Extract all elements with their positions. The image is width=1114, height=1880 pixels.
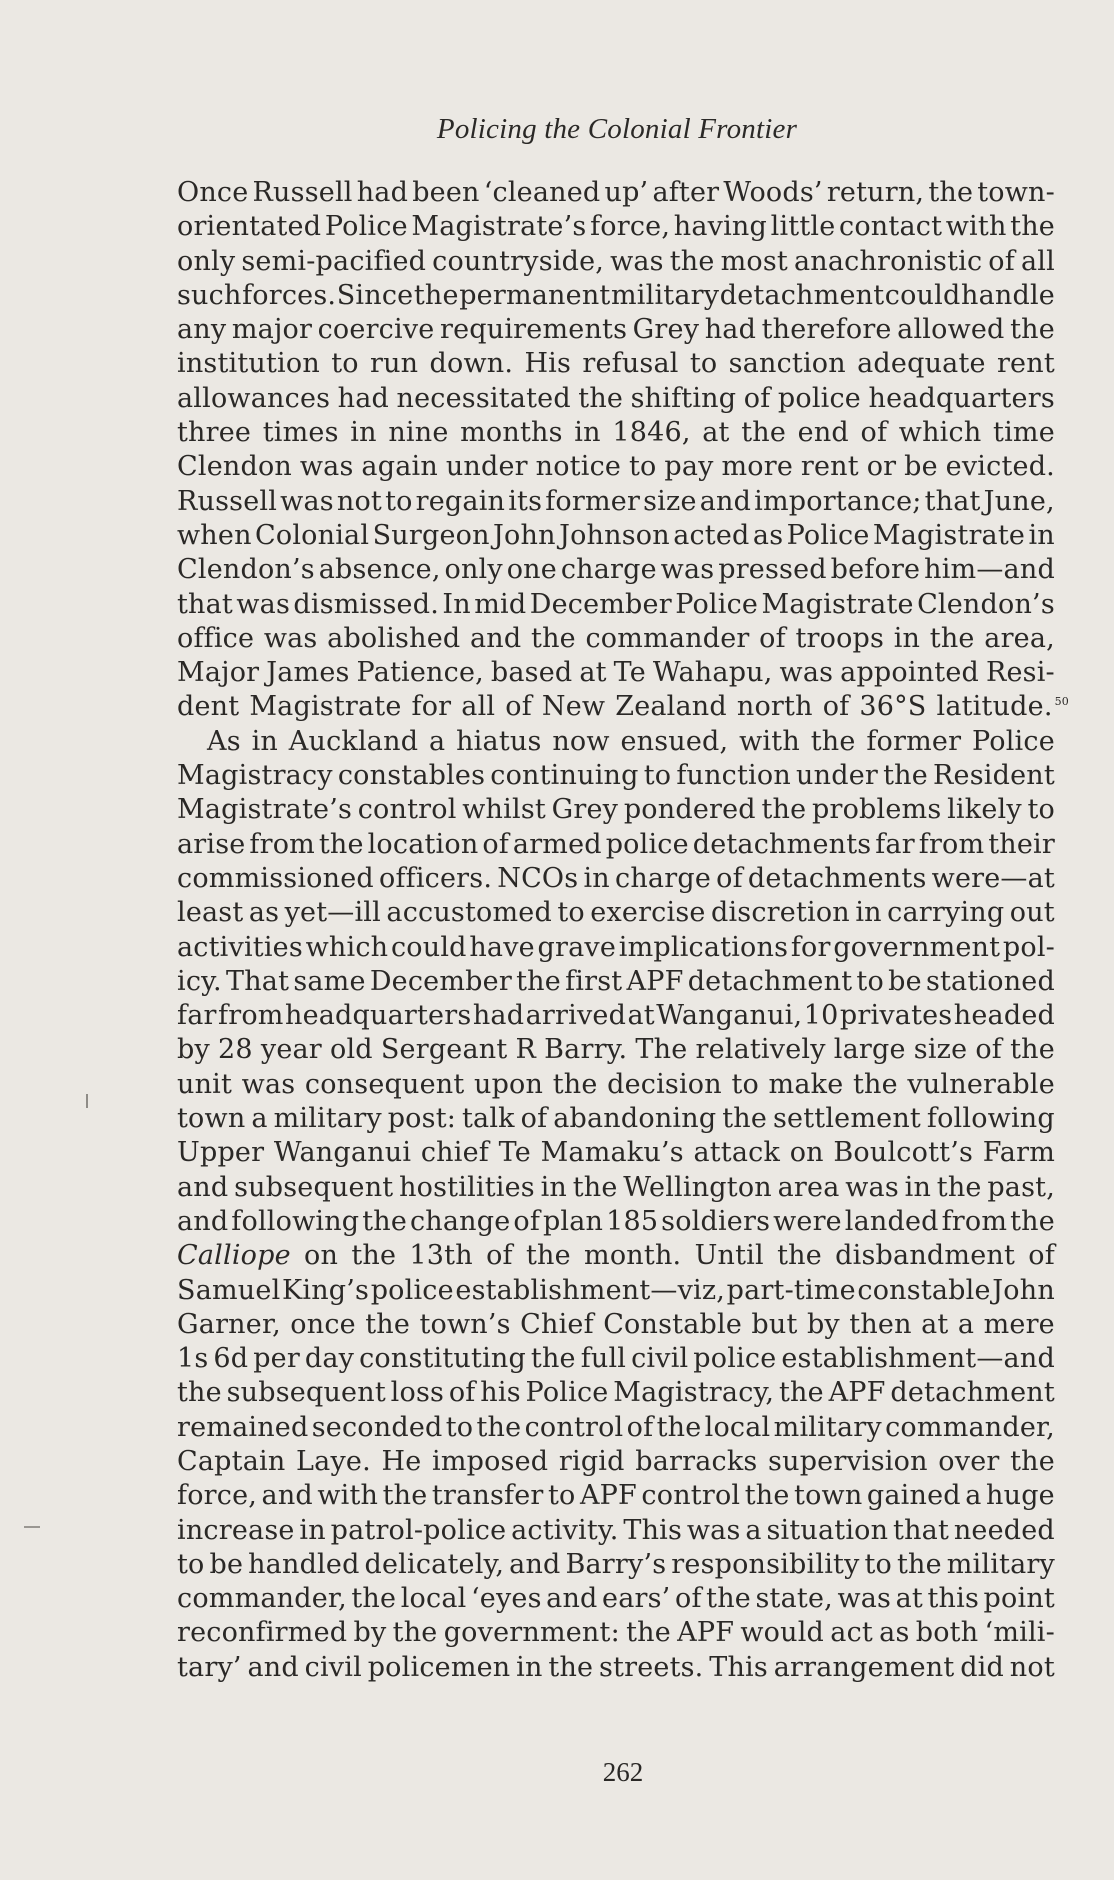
footnote-ref: 50: [1054, 695, 1070, 709]
text-line: and following the change of plan 185 soldiers were landed from the: [177, 1205, 1055, 1237]
text-line: Samuel King’s police establishment—viz, part-time constable John: [177, 1274, 1055, 1306]
text-line: Clendon was again under notice to pay more rent or be evicted.: [177, 451, 1055, 483]
text-line: Magistracy constables continuing to function under the Resident: [177, 760, 1055, 792]
text-line: Russell was not to regain its former size and importance; that June,: [177, 485, 1055, 517]
text-line: when Colonial Surgeon John Johnson acted as Police Magistrate in: [177, 519, 1055, 551]
text-line: far from headquarters had arrived at Wanganui, 10 privates headed: [177, 1000, 1055, 1032]
text-line: 1s 6d per day constituting the full civil police establishment—and: [177, 1343, 1055, 1375]
text-line: Magistrate’s control whilst Grey pondered the problems likely to: [177, 794, 1055, 826]
text-line: Clendon’s absence, only one charge was pressed before him—and: [177, 554, 1055, 586]
text-line: As in Auckland a hiatus now ensued, with the former Police: [207, 725, 1055, 757]
text-line: institution to run down. His refusal to sanction adequate rent: [177, 348, 1055, 380]
body-text: [177, 176, 1070, 1685]
text-line: activities which could have grave implications for government pol-: [177, 931, 1055, 963]
text-line: orientated Police Magistrate’s force, having little contact with the: [177, 211, 1055, 243]
text-line: that was dismissed. In mid December Police Magistrate Clendon’s: [177, 588, 1055, 620]
text-line: Captain Laye. He imposed rigid barracks supervision over the: [177, 1445, 1055, 1477]
text-line: office was abolished and the commander of troops in the area,: [177, 622, 1055, 654]
text-line: such forces. Since the permanent military detachment could handle: [177, 279, 1055, 311]
text-line: remained seconded to the control of the local military commander,: [177, 1411, 1055, 1443]
text-line: least as yet—ill accustomed to exercise discretion in carrying out: [177, 897, 1055, 929]
text-line: only semi-pacified countryside, was the most anachronistic of all: [177, 245, 1055, 277]
margin-mark: [24, 1526, 40, 1528]
text-line: increase in patrol-police activity. This was a situation that needed: [177, 1514, 1055, 1546]
text-line: Major James Patience, based at Te Wahapu, was appointed Resi-: [177, 657, 1055, 689]
margin-tick: [86, 1094, 88, 1108]
text-line: town a military post: talk of abandoning the settlement following: [177, 1103, 1055, 1135]
text-line: unit was consequent upon the decision to make the vulnerable: [177, 1068, 1055, 1100]
text-line: reconfirmed by the government: the APF would act as both ‘mili-: [177, 1617, 1055, 1649]
text-line: force, and with the transfer to APF control the town gained a huge: [177, 1480, 1055, 1512]
text-line: Calliope on the 13th of the month. Until the disbandment of: [177, 1240, 1055, 1272]
text-line: by 28 year old Sergeant R Barry. The relatively large size of the: [177, 1034, 1055, 1066]
text-line: Once Russell had been ‘cleaned up’ after Woods’ return, the town-: [177, 177, 1055, 208]
text-line: tary’ and civil policemen in the streets. This arrangement did not: [177, 1651, 1055, 1683]
text-line: Upper Wanganui chief Te Mamaku’s attack on Boulcott’s Farm: [177, 1137, 1055, 1169]
text-line: commander, the local ‘eyes and ears’ of the state, was at this point: [177, 1583, 1055, 1615]
text-line: commissioned officers. NCOs in charge of detachments were—at: [177, 862, 1055, 894]
text-line: arise from the location of armed police detachments far from their: [177, 828, 1055, 860]
text-line: three times in nine months in 1846, at the end of which time: [177, 417, 1055, 449]
running-head: Policing the Colonial Frontier: [436, 113, 798, 145]
text-line: to be handled delicately, and Barry’s responsibility to the military: [177, 1548, 1055, 1580]
text-line: dent Magistrate for all of New Zealand north of 36°S latitude. $^{50}$: [177, 691, 1070, 723]
text-line: the subsequent loss of his Police Magistracy, the APF detachment: [177, 1377, 1055, 1409]
text-line: and subsequent hostilities in the Wellington area was in the past,: [177, 1171, 1055, 1203]
text-line: Garner, once the town’s Chief Constable but by then at a mere: [177, 1308, 1055, 1340]
text-line: allowances had necessitated the shifting of police headquarters: [177, 382, 1055, 414]
page-number: 262: [602, 1757, 644, 1787]
text-line: any major coercive requirements Grey had therefore allowed the: [177, 314, 1055, 346]
text-line: icy. That same December the first APF detachment to be stationed: [177, 965, 1055, 997]
